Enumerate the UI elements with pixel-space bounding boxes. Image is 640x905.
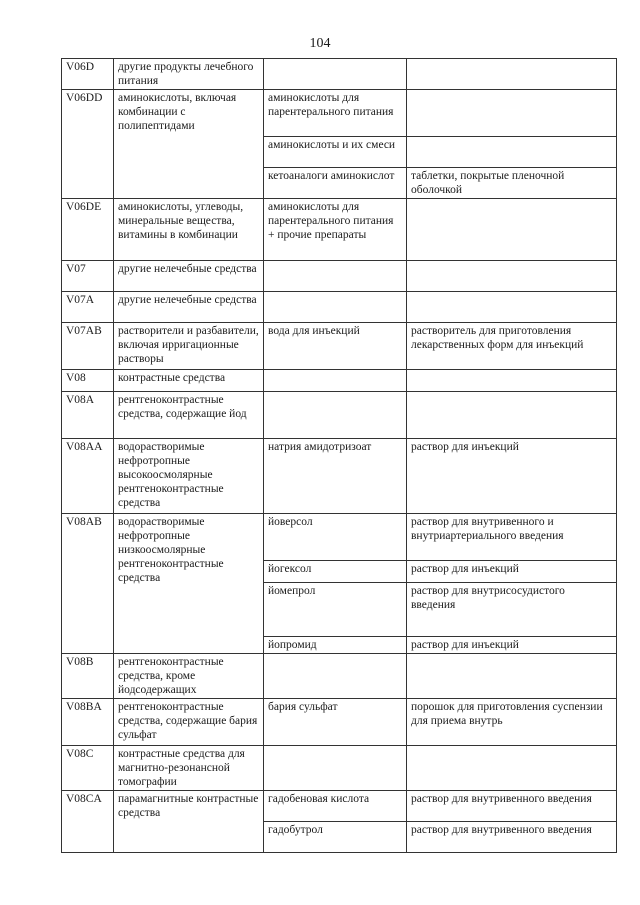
- dosage-form-cell: раствор для внутривенного и внутриартериального введения: [407, 514, 617, 561]
- drug-name-cell: гадобеновая кислота: [264, 791, 407, 822]
- page-number: 104: [309, 36, 331, 51]
- atc-code-cell: V06DE: [62, 199, 114, 261]
- table-row: [62, 654, 617, 699]
- table-row: [62, 439, 617, 514]
- drug-name-cell: [264, 59, 407, 90]
- group-name-cell: рентгеноконтрастные средства, содержащие бария сульфат: [114, 699, 264, 746]
- dosage-form-cell: [407, 261, 617, 292]
- table-row: [62, 323, 617, 370]
- atc-code-cell: V08: [62, 370, 114, 392]
- atc-code-cell: V07: [62, 261, 114, 292]
- drug-name-cell: аминокислоты и их смеси: [264, 137, 407, 168]
- group-name-cell: другие продукты лечебного питания: [114, 59, 264, 90]
- table-row: [62, 699, 617, 746]
- group-name-cell: аминокислоты, включая комбинации с полипептидами: [114, 90, 264, 199]
- atc-code-cell: V07A: [62, 292, 114, 323]
- table-row: [62, 746, 617, 791]
- table-body: [62, 59, 617, 853]
- dosage-form-cell: [407, 370, 617, 392]
- group-name-cell: водорастворимые нефротропные высокоосмолярные рентгеноконтрастные средства: [114, 439, 264, 514]
- dosage-form-cell: [407, 199, 617, 261]
- group-name-cell: контрастные средства для магнитно-резонансной томографии: [114, 746, 264, 791]
- dosage-form-cell: таблетки, покрытые пленочной оболочкой: [407, 168, 617, 199]
- group-name-cell: контрастные средства: [114, 370, 264, 392]
- group-name-cell: другие нелечебные средства: [114, 292, 264, 323]
- table-row: [62, 392, 617, 439]
- table-row: [62, 791, 617, 822]
- drug-name-cell: [264, 292, 407, 323]
- table-row: [62, 261, 617, 292]
- dosage-form-cell: раствор для внутривенного введения: [407, 791, 617, 822]
- dosage-form-cell: раствор для инъекций: [407, 439, 617, 514]
- dosage-form-cell: [407, 90, 617, 137]
- atc-code-cell: V08C: [62, 746, 114, 791]
- table-row: [62, 59, 617, 90]
- dosage-form-cell: раствор для инъекций: [407, 561, 617, 583]
- drug-name-cell: [264, 746, 407, 791]
- dosage-form-cell: раствор для инъекций: [407, 637, 617, 654]
- drug-name-cell: натрия амидотризоат: [264, 439, 407, 514]
- group-name-cell: растворители и разбавители, включая ирригационные растворы: [114, 323, 264, 370]
- drug-name-cell: кетоаналоги аминокислот: [264, 168, 407, 199]
- dosage-form-cell: порошок для приготовления суспензии для приема внутрь: [407, 699, 617, 746]
- table-row: [62, 370, 617, 392]
- atc-code-cell: V08BA: [62, 699, 114, 746]
- table-row: [62, 514, 617, 561]
- atc-code-cell: V08AA: [62, 439, 114, 514]
- drug-name-cell: аминокислоты для парентерального питания: [264, 90, 407, 137]
- atc-code-cell: V08A: [62, 392, 114, 439]
- dosage-form-cell: раствор для внутрисосудистого введения: [407, 583, 617, 637]
- dosage-form-cell: [407, 746, 617, 791]
- drug-name-cell: гадобутрол: [264, 822, 407, 853]
- atc-code-cell: V06DD: [62, 90, 114, 199]
- drug-name-cell: вода для инъекций: [264, 323, 407, 370]
- drug-name-cell: [264, 654, 407, 699]
- dosage-form-cell: [407, 654, 617, 699]
- group-name-cell: другие нелечебные средства: [114, 261, 264, 292]
- drug-name-cell: [264, 261, 407, 292]
- dosage-form-cell: [407, 59, 617, 90]
- drug-table: [61, 58, 617, 853]
- drug-name-cell: йогексол: [264, 561, 407, 583]
- dosage-form-cell: [407, 292, 617, 323]
- drug-name-cell: йомепрол: [264, 583, 407, 637]
- drug-name-cell: бария сульфат: [264, 699, 407, 746]
- table-row: [62, 292, 617, 323]
- drug-name-cell: [264, 370, 407, 392]
- group-name-cell: аминокислоты, углеводы, минеральные вещества, витамины в комбинации: [114, 199, 264, 261]
- dosage-form-cell: раствор для внутривенного введения: [407, 822, 617, 853]
- atc-code-cell: V08AB: [62, 514, 114, 654]
- drug-name-cell: йоверсол: [264, 514, 407, 561]
- table-row: [62, 199, 617, 261]
- group-name-cell: рентгеноконтрастные средства, содержащие йод: [114, 392, 264, 439]
- drug-name-cell: [264, 392, 407, 439]
- atc-code-cell: V07AB: [62, 323, 114, 370]
- table-row: [62, 90, 617, 137]
- dosage-form-cell: [407, 392, 617, 439]
- dosage-form-cell: растворитель для приготовления лекарственных форм для инъекций: [407, 323, 617, 370]
- group-name-cell: водорастворимые нефротропные низкоосмолярные рентгеноконтрастные средства: [114, 514, 264, 654]
- atc-code-cell: V08CA: [62, 791, 114, 853]
- dosage-form-cell: [407, 137, 617, 168]
- group-name-cell: парамагнитные контрастные средства: [114, 791, 264, 853]
- atc-code-cell: V08B: [62, 654, 114, 699]
- group-name-cell: рентгеноконтрастные средства, кроме йодсодержащих: [114, 654, 264, 699]
- drug-name-cell: йопромид: [264, 637, 407, 654]
- drug-name-cell: аминокислоты для парентерального питания + прочие препараты: [264, 199, 407, 261]
- atc-code-cell: V06D: [62, 59, 114, 90]
